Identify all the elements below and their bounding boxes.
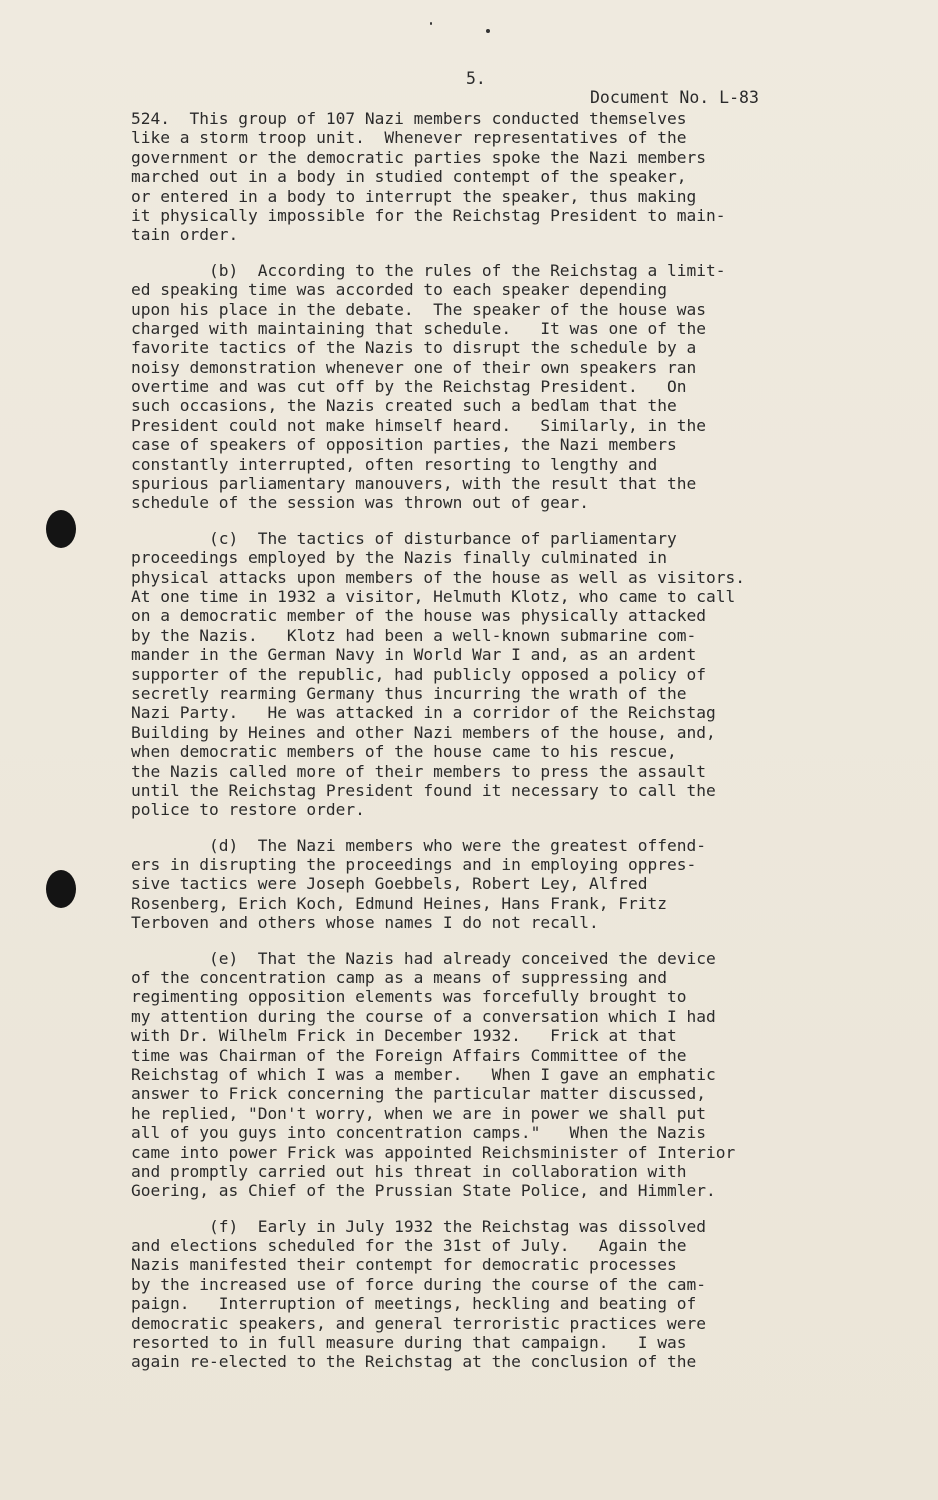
- text-line: all of you guys into concentration camps." When the Nazis: [131, 1123, 706, 1143]
- punch-hole: [46, 870, 76, 908]
- text-line: it physically impossible for the Reichstag President to main-: [131, 205, 726, 225]
- text-line: resorted to in full measure during that campaign. I was: [131, 1333, 687, 1353]
- text-line: President could not make himself heard. Similarly, in the: [131, 415, 706, 435]
- text-line: and elections scheduled for the 31st of July. Again the: [131, 1236, 687, 1256]
- text-line: by the increased use of force during the course of the cam-: [131, 1274, 706, 1294]
- page-header: [0, 50, 938, 107]
- text-line: constantly interrupted, often resorting to lengthy and: [131, 454, 658, 474]
- text-line: came into power Frick was appointed Reichsminister of Interior: [131, 1142, 736, 1162]
- text-line: police to restore order.: [131, 800, 365, 820]
- text-line: sive tactics were Joseph Goebbels, Robert Ley, Alfred: [131, 874, 648, 894]
- text-line: ers in disrupting the proceedings and in employing oppres-: [131, 855, 697, 875]
- text-line: until the Reichstag President found it necessary to call the: [131, 780, 716, 800]
- ink-speck: [486, 29, 490, 33]
- punch-hole: [46, 510, 76, 548]
- text-line: (d) The Nazi members who were the greatest offend-: [131, 835, 706, 855]
- text-line: my attention during the course of a conversation which I had: [131, 1006, 716, 1026]
- text-line: noisy demonstration whenever one of their own speakers ran: [131, 357, 697, 377]
- text-line: schedule of the session was thrown out of gear.: [131, 493, 590, 513]
- text-line: proceedings employed by the Nazis finally culminated in: [131, 548, 668, 568]
- text-line: supporter of the republic, had publicly opposed a policy of: [131, 664, 706, 684]
- text-line: with Dr. Wilhelm Frick in December 1932. Frick at that: [131, 1026, 677, 1046]
- text-line: like a storm troop unit. Whenever representatives of the: [131, 128, 687, 148]
- text-line: such occasions, the Nazis created such a bedlam that the: [131, 396, 677, 416]
- text-line: by the Nazis. Klotz had been a well-known submarine com-: [131, 625, 697, 645]
- paragraph: [131, 836, 871, 933]
- text-line: ed speaking time was accorded to each speaker depending: [131, 280, 668, 300]
- text-line: Reichstag of which I was a member. When I gave an emphatic: [131, 1064, 716, 1084]
- text-line: marched out in a body in studied contempt of the speaker,: [131, 167, 687, 187]
- text-line: overtime and was cut off by the Reichstag President. On: [131, 377, 687, 397]
- text-line: 524. This group of 107 Nazi members conducted themselves: [131, 109, 687, 128]
- text-line: Terboven and others whose names I do not recall.: [131, 913, 599, 933]
- ink-speck: [430, 22, 432, 25]
- text-line: or entered in a body to interrupt the speaker, thus making: [131, 186, 697, 206]
- text-line: democratic speakers, and general terroristic practices were: [131, 1313, 706, 1333]
- paragraph: [131, 949, 871, 1201]
- text-line: tain order.: [131, 225, 239, 245]
- page-number: 5.: [466, 69, 486, 88]
- text-line: paign. Interruption of meetings, heckling and beating of: [131, 1294, 697, 1314]
- text-line: Nazis manifested their contempt for democratic processes: [131, 1255, 677, 1275]
- text-line: time was Chairman of the Foreign Affairs Committee of the: [131, 1045, 687, 1065]
- document-number: Document No. L-83: [590, 88, 759, 107]
- document-body: [131, 109, 871, 1388]
- text-line: (f) Early in July 1932 the Reichstag was dissolved: [131, 1216, 706, 1236]
- text-line: (b) According to the rules of the Reichstag a limit-: [131, 260, 726, 280]
- text-line: answer to Frick concerning the particular matter discussed,: [131, 1084, 706, 1104]
- text-line: when democratic members of the house came to his rescue,: [131, 742, 677, 762]
- paragraph: [131, 1217, 871, 1372]
- text-line: mander in the German Navy in World War I and, as an ardent: [131, 645, 697, 665]
- text-line: regimenting opposition elements was forcefully brought to: [131, 987, 687, 1007]
- text-line: charged with maintaining that schedule. It was one of the: [131, 318, 706, 338]
- text-line: government or the democratic parties spoke the Nazi members: [131, 147, 706, 167]
- text-line: Nazi Party. He was attacked in a corridor of the Reichstag: [131, 703, 716, 723]
- text-line: physical attacks upon members of the house as well as visitors.: [131, 567, 745, 587]
- text-line: (e) That the Nazis had already conceived the device: [131, 948, 716, 968]
- paragraph: [131, 261, 871, 513]
- text-line: of the concentration camp as a means of suppressing and: [131, 968, 668, 988]
- paragraph: [131, 529, 871, 820]
- text-line: Rosenberg, Erich Koch, Edmund Heines, Hans Frank, Fritz: [131, 893, 668, 913]
- text-line: upon his place in the debate. The speaker of the house was: [131, 299, 706, 319]
- text-line: on a democratic member of the house was physically attacked: [131, 606, 706, 626]
- text-line: spurious parliamentary manouvers, with the result that the: [131, 474, 697, 494]
- text-line: again re-elected to the Reichstag at the conclusion of the: [131, 1352, 697, 1372]
- text-line: secretly rearming Germany thus incurring the wrath of the: [131, 683, 687, 703]
- text-line: Building by Heines and other Nazi members of the house, and,: [131, 722, 716, 742]
- text-line: case of speakers of opposition parties, the Nazi members: [131, 435, 677, 455]
- text-line: At one time in 1932 a visitor, Helmuth Klotz, who came to call: [131, 586, 736, 606]
- text-line: and promptly carried out his threat in collaboration with: [131, 1161, 687, 1181]
- paragraph: [131, 109, 871, 245]
- text-line: favorite tactics of the Nazis to disrupt the schedule by a: [131, 338, 697, 358]
- text-line: Goering, as Chief of the Prussian State Police, and Himmler.: [131, 1181, 716, 1201]
- text-line: he replied, "Don't worry, when we are in power we shall put: [131, 1103, 706, 1123]
- text-line: the Nazis called more of their members to press the assault: [131, 761, 706, 781]
- text-line: (c) The tactics of disturbance of parliamentary: [131, 528, 677, 548]
